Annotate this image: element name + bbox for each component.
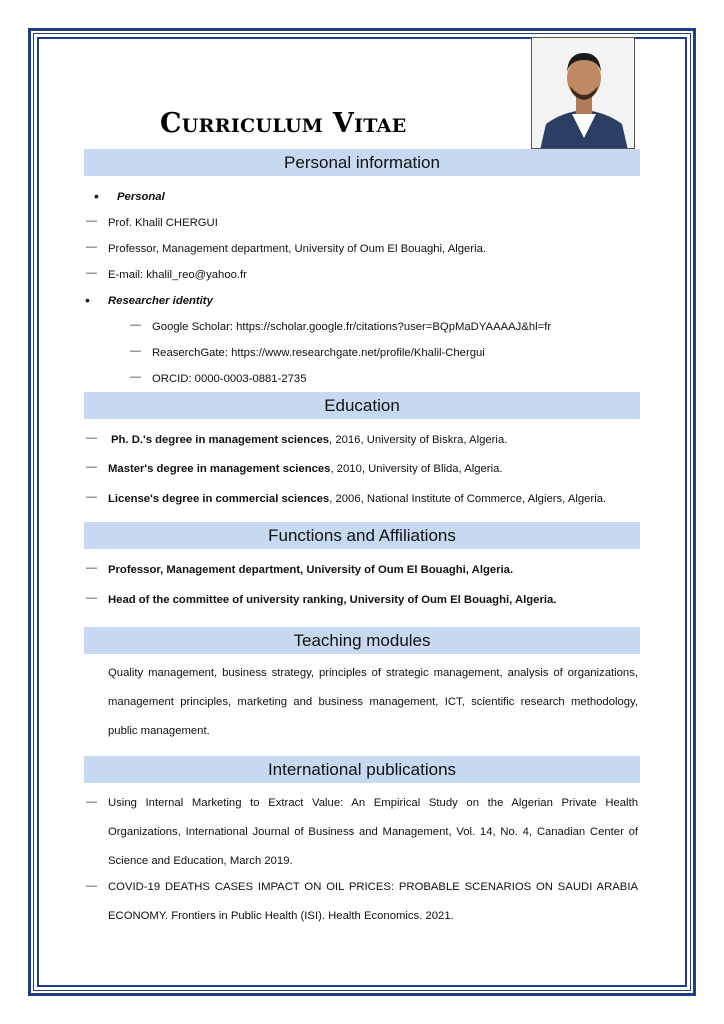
- dash-icon: —: [130, 319, 141, 331]
- education-details: , 2016, University of Biskra, Algeria.: [329, 434, 508, 446]
- education-item: [111, 433, 507, 447]
- section-header-personal-information: Personal information: [84, 149, 640, 176]
- orcid-id: ORCID: 0000-0003-0881-2735: [152, 373, 307, 385]
- dash-icon: —: [86, 267, 97, 279]
- publication-item: [108, 873, 638, 931]
- education-degree: License's degree in commercial sciences: [108, 493, 330, 505]
- person-position: Professor, Management department, University of Oum El Bouaghi, Algeria.: [108, 243, 487, 255]
- personal-heading: Personal: [117, 191, 165, 203]
- section-header-teaching: Teaching modules: [84, 627, 640, 654]
- dash-icon: —: [86, 491, 97, 503]
- dash-icon: —: [86, 562, 97, 574]
- function-item: Head of the committee of university ranking, University of Oum El Bouaghi, Algeria.: [108, 594, 557, 606]
- dash-icon: —: [130, 345, 141, 357]
- dash-icon: —: [86, 461, 97, 473]
- teaching-line: management principles, marketing and business management, ICT, scientific research methodology,: [108, 696, 638, 708]
- profile-photo: [531, 37, 635, 149]
- publication-line: Science and Education, March 2019.: [108, 855, 293, 867]
- education-degree: Master's degree in management sciences: [108, 463, 331, 475]
- section-header-functions: Functions and Affiliations: [84, 522, 640, 549]
- publication-line: ECONOMY. Frontiers in Public Health (ISI). Health Economics. 2021.: [108, 910, 454, 922]
- researchgate-link[interactable]: ReaserchGate: https://www.researchgate.net/profile/Khalil-Chergui: [152, 347, 485, 359]
- dash-icon: —: [86, 241, 97, 253]
- publication-line: Organizations, International Journal of Business and Management, Vol. 14, No. 4, Canadian Center of: [108, 826, 638, 838]
- document-title: Curriculum Vitae: [160, 108, 407, 139]
- dash-icon: —: [86, 796, 97, 808]
- publication-item: [108, 789, 638, 876]
- publication-line: COVID-19 DEATHS CASES IMPACT ON OIL PRICES: PROBABLE SCENARIOS ON SAUDI ARABIA: [108, 881, 638, 893]
- person-name: Prof. Khalil CHERGUI: [108, 217, 218, 229]
- dash-icon: —: [86, 592, 97, 604]
- teaching-modules-text: [108, 659, 638, 746]
- dash-icon: —: [130, 371, 141, 383]
- bullet-icon: •: [85, 292, 90, 308]
- education-details: , 2010, University of Blida, Algeria.: [330, 463, 503, 475]
- dash-icon: —: [86, 880, 97, 892]
- dash-icon: —: [86, 215, 97, 227]
- education-item: [108, 462, 503, 476]
- education-item: [108, 492, 606, 506]
- teaching-line: public management.: [108, 725, 210, 737]
- google-scholar-link[interactable]: Google Scholar: https://scholar.google.fr/citations?user=BQpMaDYAAAAJ&hl=fr: [152, 321, 552, 333]
- researcher-heading: Researcher identity: [108, 295, 213, 307]
- teaching-line: Quality management, business strategy, principles of strategic management, analysis of organizations,: [108, 667, 638, 679]
- portrait-image: [532, 38, 635, 149]
- section-header-education: Education: [84, 392, 640, 419]
- publication-line: Using Internal Marketing to Extract Value: An Empirical Study on the Algerian Private Health: [108, 797, 638, 809]
- dash-icon: —: [86, 432, 97, 444]
- education-details: , 2006, National Institute of Commerce, Algiers, Algeria.: [329, 493, 607, 505]
- bullet-icon: •: [94, 188, 99, 204]
- function-item: Professor, Management department, University of Oum El Bouaghi, Algeria.: [108, 564, 514, 576]
- person-email: E-mail: khalil_reo@yahoo.fr: [108, 269, 247, 281]
- section-header-publications: International publications: [84, 756, 640, 783]
- education-degree: Ph. D.'s degree in management sciences: [111, 434, 330, 446]
